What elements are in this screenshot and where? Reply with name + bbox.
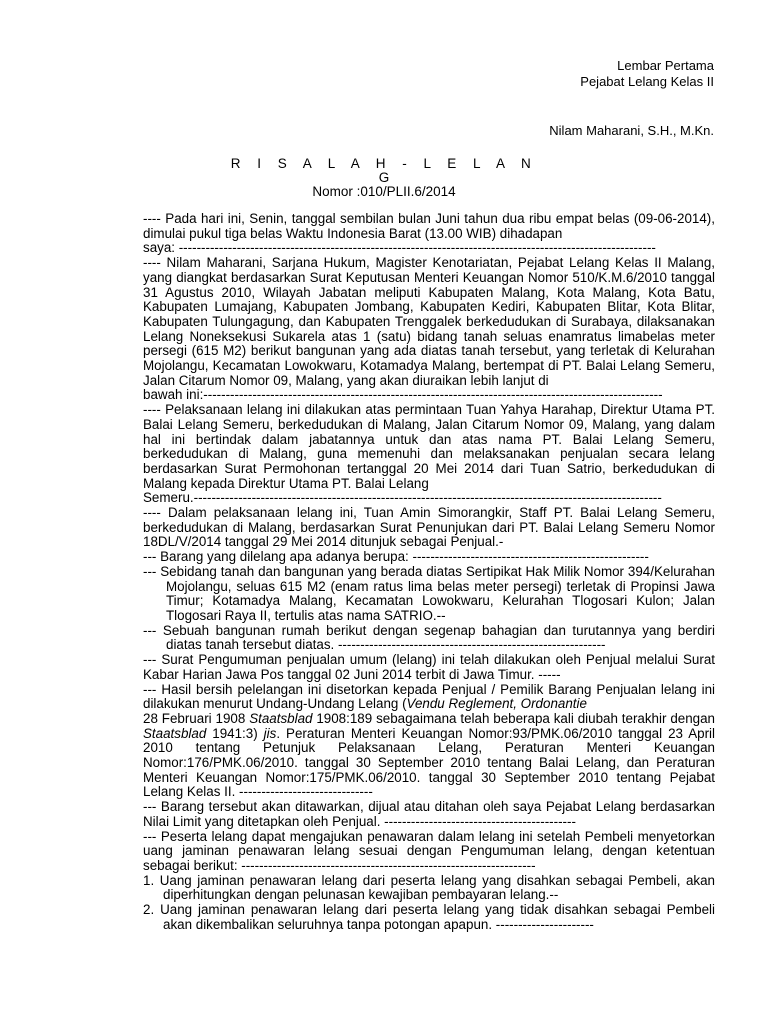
list-item-2: 2. Uang jaminan penawaran lelang dari peserta lelang yang tidak disahkan sebagai Pembeli akan dikembalikan seluruhnya tanpa potongan apapun. ---------------------- [143, 902, 715, 932]
regulations-staatsblad-1: Staatsblad [249, 710, 313, 726]
paragraph-official-end: bawah ini:------------------------------------------------------------------------------------------------------- [143, 388, 663, 403]
paragraph-regulations [143, 712, 715, 800]
regulations-jis: jis [263, 725, 277, 741]
paragraph-opening: ---- Pada hari ini, Senin, tanggal sembilan bulan Juni tahun dua ribu empat belas (09-06-2014), dimulai pukul tiga belas Waktu Indonesia Barat (13.00 WIB) dihadapan [143, 211, 715, 241]
document-title: R I S A L A H - L E L A N [230, 156, 538, 171]
regulations-text-2: 1941:3) [206, 725, 264, 741]
proceeds-text: --- Hasil bersih pelelangan ini disetorkan kepada Penjual / Pemilik Barang Penjualan lelang ini dilakukan menurut Undang-Undang Lelang ( [143, 681, 715, 712]
regulations-text-1: 1908:189 sebagaimana telah beberapa kali diubah terakhir dengan [312, 710, 715, 726]
officer-class: Pejabat Lelang Kelas II [580, 74, 714, 89]
document-title-end: G [378, 170, 390, 185]
paragraph-goods-intro: --- Barang yang dilelang apa adanya berupa: ----------------------------------------------------- [143, 550, 649, 565]
regulations-staatsblad-2: Staatsblad [143, 725, 207, 741]
paragraph-participants: --- Peserta lelang dapat mengajukan penawaran dalam lelang ini setelah Pembeli menyetorkan uang jaminan penawaran lelang sesuai dengan Pengumuman lelang, dengan ketentuan sebagai berikut: ------------------------------------------------------------------ [143, 828, 715, 873]
paragraph-land: --- Sebidang tanah dan bangunan yang berada diatas Sertipikat Hak Milik Nomor 394/Kelurahan Mojolangu, seluas 615 M2 (enam ratus lima belas meter persegi) terletak di Propinsi Jawa Timur; Kotamadya Malang, Kecamatan Lowokwaru, Kelurahan Tlogosari Kulon; Jalan Tlogosari Raya II, tertulis atas nama SATRIO.-- [143, 563, 715, 623]
paragraph-seller: ---- Dalam pelaksanaan lelang ini, Tuan Amin Simorangkir, Staff PT. Balai Lelang Semeru, berkedudukan di Malang, berdasarkan Surat Penunjukan dari PT. Balai Lelang Semeru Nomor 18DL/V/2014 tanggal 29 Mei 2014 ditunjuk sebagai Penjual.- [143, 505, 715, 550]
paragraph-official: ---- Nilam Maharani, Sarjana Hukum, Magister Kenotariatan, Pejabat Lelang Kelas II Malang, yang diangkat berdasarkan Surat Keputusan Menteri Keuangan Nomor 510/K.M.6/2010 tanggal 31 Agustus 2010, Wilayah Jabatan meliputi Kabupaten Malang, Kota Malang, Kota Batu, Kabupaten Lumajang, Kabupaten Jombang, Kabupaten Kediri, Kabupaten Blitar, Kota Blitar, Kabupaten Tulungagung, dan Kabupaten Trenggalek berkedudukan di Surabaya, dilaksanakan Lelang Noneksekusi Sukarela atas 1 (satu) bidang tanah seluas enamratus limabelas meter persegi (615 M2) berikut bangunan yang ada diatas tanah tersebut, yang terletak di Kelurahan Mojolangu, Kecamatan Lowokwaru, Kotamadya Malang, bertempat di PT. Balai Lelang Semeru, Jalan Citarum Nomor 09, Malang, yang akan diuraikan lebih lanjut di [143, 255, 715, 388]
paragraph-request: ---- Pelaksanaan lelang ini dilakukan atas permintaan Tuan Yahya Harahap, Direktur Utama PT. Balai Lelang Semeru, berkedudukan di Malang, Jalan Citarum Nomor 09, Malang, yang dalam hal ini bertindak dalam jabatannya untuk dan atas nama PT. Balai Lelang Semeru, berkedudukan di Malang, guna memenuhi dan melaksanakan penjualan secara lelang berdasarkan Surat Permohonan tertanggal 20 Mei 2014 dari Tuan Satrio, berkedudukan di Malang kepada Direktur Utama PT. Balai Lelang [143, 402, 715, 491]
paragraph-opening-end: saya: ----------------------------------------------------------------------------------------------------------- [143, 241, 656, 256]
regulations-text-3: . Peraturan Menteri Keuangan Nomor:93/PMK.06/2010 tanggal 23 April 2010 tentang Petunjuk Pelaksanaan Lelang, Peraturan Menteri Keuangan Nomor:176/PMK.06/2010. tanggal 30 September 2010 tentang Balai Lelang, dan Peraturan Menteri Keuangan Nomor:175/PMK.06/2010. tanggal 30 September 2010 tentang Pejabat Lelang Kelas II. ------------------------------ [143, 725, 715, 800]
document-number: Nomor :010/PLII.6/2014 [312, 184, 456, 199]
sheet-label: Lembar Pertama [617, 58, 714, 73]
list-item-1: 1. Uang jaminan penawaran lelang dari peserta lelang yang disahkan sebagai Pembeli, akan diperhitungkan dengan pelunasan kewajiban pembayaran lelang.-- [143, 872, 715, 903]
paragraph-proceeds [143, 683, 715, 712]
regulations-date: 28 Februari 1908 [143, 710, 250, 726]
paragraph-building: --- Sebuah bangunan rumah berikut dengan segenap bahagian dan turutannya yang berdiri diatas tanah tersebut diatas. ------------------------------------------------------------ [143, 622, 715, 653]
paragraph-limit: --- Barang tersebut akan ditawarkan, dijual atau ditahan oleh saya Pejabat Lelang berdasarkan Nilai Limit yang ditetapkan oleh Penjual. ------------------------------------------- [143, 799, 715, 829]
paragraph-request-end: Semeru.--------------------------------------------------------------------------------------------------------- [143, 491, 662, 506]
proceeds-italic: Vendu Reglement, Ordonantie [406, 696, 587, 712]
officer-name: Nilam Maharani, S.H., M.Kn. [549, 123, 714, 138]
paragraph-announcement: --- Surat Pengumuman penjualan umum (lelang) ini telah dilakukan oleh Penjual melalui Surat Kabar Harian Jawa Pos tanggal 02 Juni 2014 terbit di Jawa Timur. ----- [143, 652, 715, 682]
document-body [143, 212, 715, 932]
